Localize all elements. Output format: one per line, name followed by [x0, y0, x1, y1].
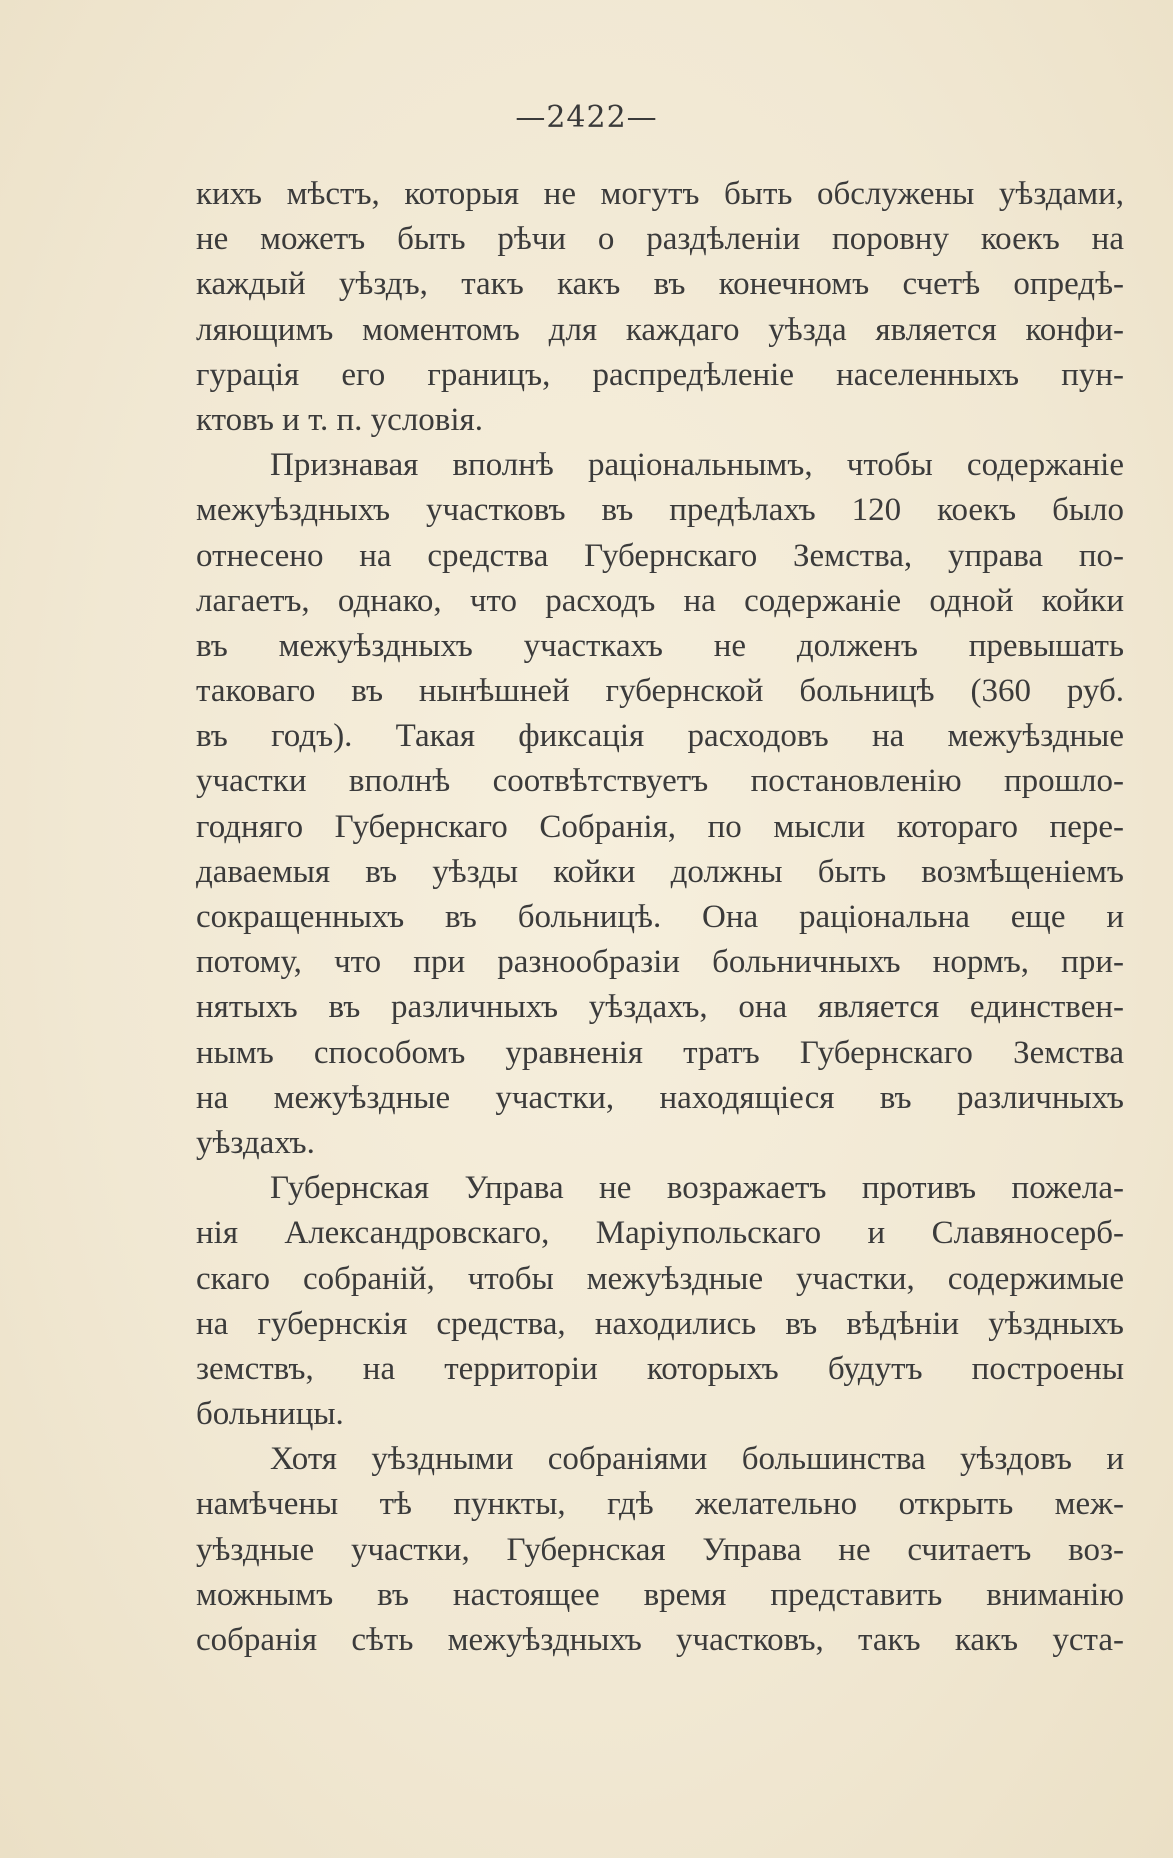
- text-line: не можетъ быть рѣчи о раздѣленіи поровну коекъ на: [196, 221, 1124, 258]
- text-line: на губернскія средства, находились въ вѣдѣніи уѣздныхъ: [196, 1305, 1124, 1342]
- text-line: нія Александровскаго, Маріупольскаго и Славяносерб-: [196, 1215, 1124, 1252]
- text-line: каждый уѣздъ, такъ какъ въ конечномъ счетѣ опредѣ-: [196, 266, 1124, 303]
- text-line: потому, что при разнообразіи больничныхъ нормъ, при-: [196, 944, 1124, 981]
- text-line: ктовъ и т. п. условія.: [196, 401, 483, 438]
- text-line: ляющимъ моментомъ для каждаго уѣзда является конфи-: [196, 311, 1124, 348]
- text-line: въ межуѣздныхъ участкахъ не долженъ превышать: [196, 627, 1124, 664]
- text-line: нятыхъ въ различныхъ уѣздахъ, она является единствен-: [196, 989, 1124, 1026]
- text-line: кихъ мѣстъ, которыя не могутъ быть обслужены уѣздами,: [196, 176, 1124, 212]
- text-line: нымъ способомъ уравненія тратъ Губернскаго Земства: [196, 1034, 1124, 1071]
- text-line: лагаетъ, однако, что расходъ на содержаніе одной койки: [196, 582, 1124, 619]
- text-line: земствъ, на территоріи которыхъ будутъ построены: [196, 1350, 1124, 1387]
- text-line: можнымъ въ настоящее время представить вниманію: [196, 1576, 1124, 1613]
- text-line: въ годъ). Такая фиксація расходовъ на межуѣздные: [196, 718, 1124, 755]
- text-line: собранія сѣть межуѣздныхъ участковъ, такъ какъ уста-: [196, 1622, 1124, 1658]
- text-line: на межуѣздные участки, находящіеся въ различныхъ: [196, 1079, 1124, 1116]
- text-line: сокращенныхъ въ больницѣ. Она раціональна еще и: [196, 899, 1124, 935]
- text-line: годняго Губернскаго Собранія, по мысли котораго пере-: [196, 808, 1124, 845]
- text-line: Хотя уѣздными собраніями большинства уѣздовъ и: [270, 1441, 1124, 1478]
- body-text: [196, 172, 1124, 1663]
- text-line: гурація его границъ, распредѣленіе населенныхъ пун-: [196, 356, 1124, 393]
- text-line: участки вполнѣ соотвѣтствуетъ постановленію прошло-: [196, 763, 1124, 800]
- text-line: отнесено на средства Губернскаго Земства, управа по-: [196, 537, 1124, 574]
- text-line: межуѣздныхъ участковъ въ предѣлахъ 120 коекъ было: [196, 492, 1124, 529]
- text-line: скаго собраній, чтобы межуѣздные участки, содержимые: [196, 1260, 1124, 1297]
- text-line: уѣздахъ.: [196, 1124, 315, 1161]
- text-line: уѣздные участки, Губернская Управа не считаетъ воз-: [196, 1531, 1124, 1568]
- text-line: Признавая вполнѣ раціональнымъ, чтобы содержаніе: [270, 447, 1124, 484]
- text-line: больницы.: [196, 1396, 344, 1433]
- text-line: таковаго въ нынѣшней губернской больницѣ (360 руб.: [196, 673, 1124, 710]
- text-line: намѣчены тѣ пункты, гдѣ желательно открыть меж-: [196, 1486, 1124, 1523]
- text-line: даваемыя въ уѣзды койки должны быть возмѣщеніемъ: [196, 853, 1124, 890]
- page-number: —2422—: [515, 100, 658, 135]
- text-line: Губернская Управа не возражаетъ противъ пожела-: [270, 1170, 1124, 1207]
